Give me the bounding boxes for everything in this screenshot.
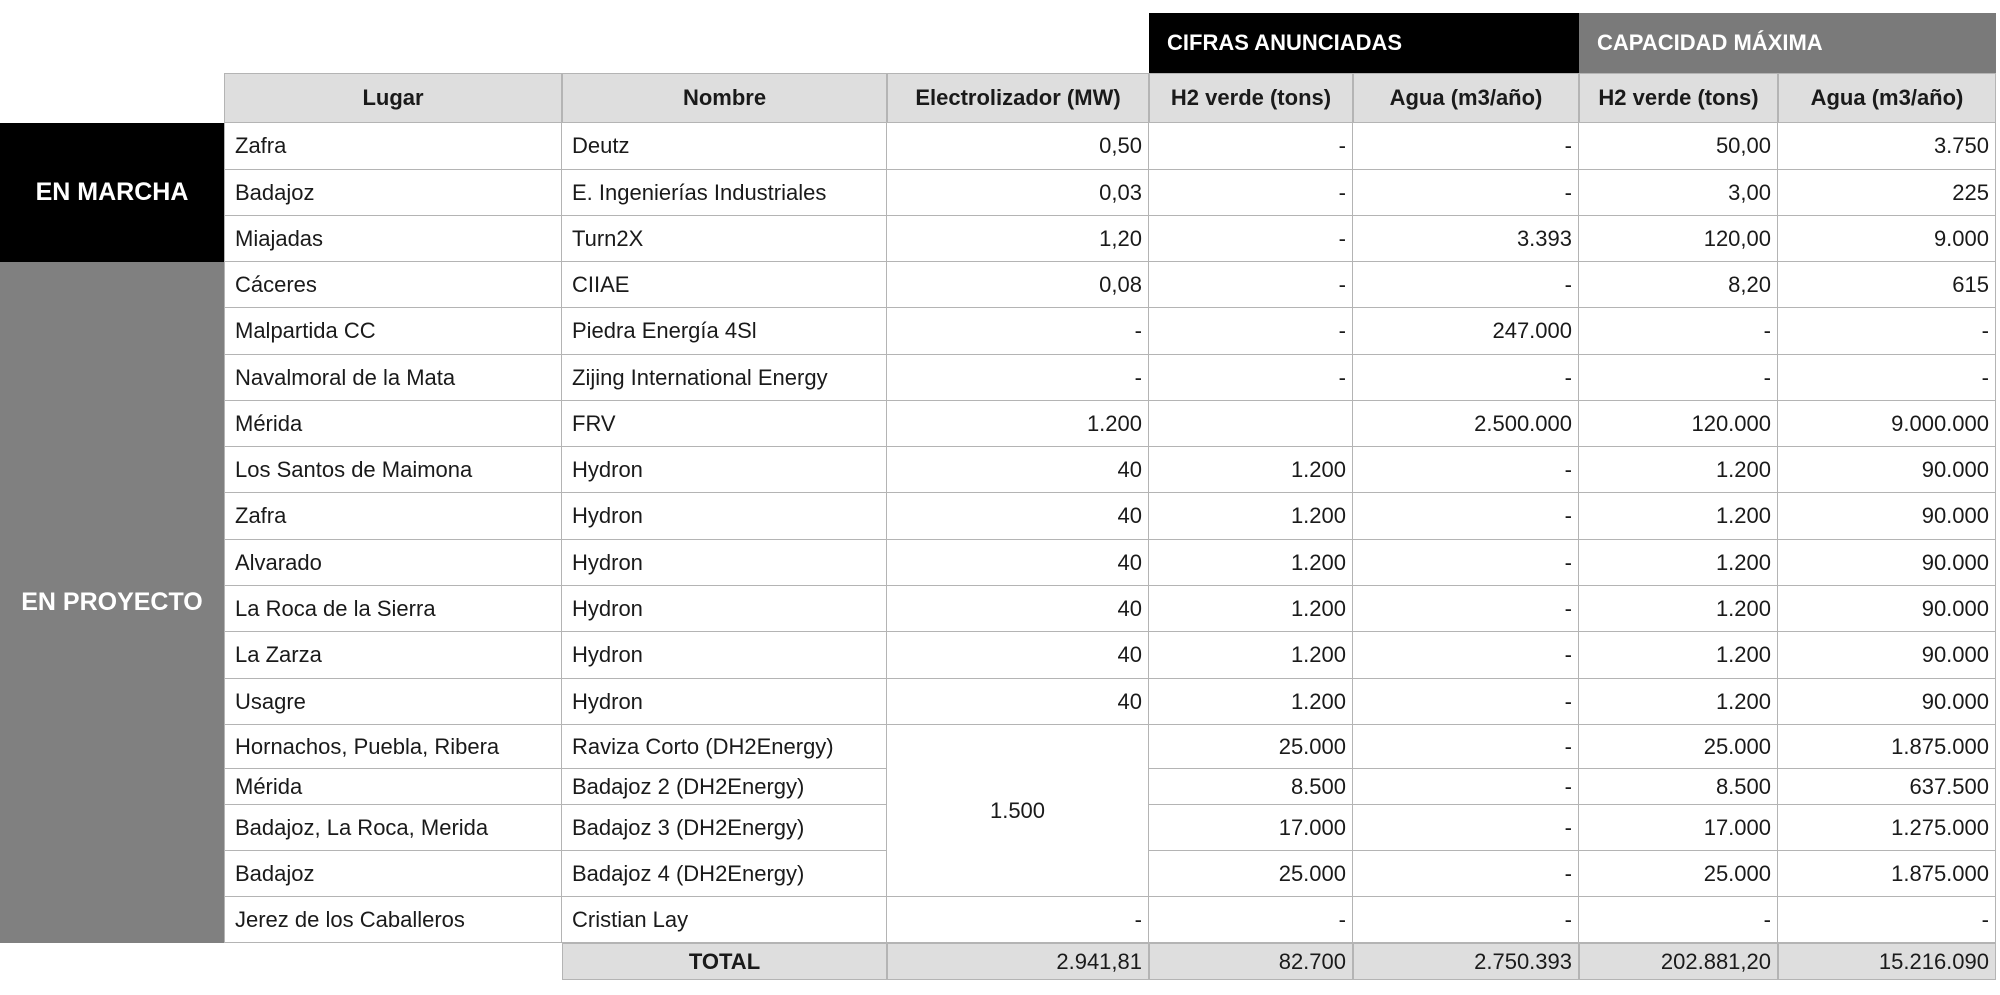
cell-nombre: Badajoz 2 (DH2Energy) xyxy=(562,769,887,805)
cell-lugar: Zafra xyxy=(224,123,562,170)
cell-h2-announced: - xyxy=(1149,262,1353,308)
cell-nombre: Raviza Corto (DH2Energy) xyxy=(562,725,887,769)
cell-agua-announced: - xyxy=(1353,632,1579,679)
cell-electrolizador: 0,08 xyxy=(887,262,1149,308)
cell-lugar: Cáceres xyxy=(224,262,562,308)
cell-lugar: Alvarado xyxy=(224,540,562,586)
cell-agua-max: - xyxy=(1778,355,1996,401)
cell-electrolizador: - xyxy=(887,897,1149,943)
cell-h2-max: 25.000 xyxy=(1579,851,1778,897)
cell-h2-announced xyxy=(1149,401,1353,447)
cell-lugar: Badajoz, La Roca, Merida xyxy=(224,805,562,851)
cell-nombre: Deutz xyxy=(562,123,887,170)
cell-h2-max: 50,00 xyxy=(1579,123,1778,170)
cell-agua-max: 1.875.000 xyxy=(1778,725,1996,769)
cell-lugar: Usagre xyxy=(224,679,562,725)
cell-lugar: Jerez de los Caballeros xyxy=(224,897,562,943)
cell-h2-announced: 8.500 xyxy=(1149,769,1353,805)
total-agua-max: 15.216.090 xyxy=(1778,943,1996,980)
cell-agua-announced: - xyxy=(1353,262,1579,308)
cell-electrolizador: 40 xyxy=(887,493,1149,540)
cell-h2-announced: - xyxy=(1149,216,1353,262)
cell-h2-announced: 25.000 xyxy=(1149,725,1353,769)
cell-agua-announced: - xyxy=(1353,123,1579,170)
cell-nombre: Badajoz 4 (DH2Energy) xyxy=(562,851,887,897)
cell-nombre: Hydron xyxy=(562,632,887,679)
section-label-running: EN MARCHA xyxy=(0,123,224,262)
cell-agua-announced: - xyxy=(1353,679,1579,725)
cell-agua-max: 90.000 xyxy=(1778,632,1996,679)
column-header-h2-announced: H2 verde (tons) xyxy=(1149,73,1353,123)
cell-nombre: Hydron xyxy=(562,679,887,725)
cell-lugar: Hornachos, Puebla, Ribera xyxy=(224,725,562,769)
cell-electrolizador: 40 xyxy=(887,586,1149,632)
cell-agua-max: 90.000 xyxy=(1778,493,1996,540)
cell-electrolizador: 1.200 xyxy=(887,401,1149,447)
cell-nombre: Hydron xyxy=(562,493,887,540)
cell-h2-announced: - xyxy=(1149,355,1353,401)
column-header-electrolizador: Electrolizador (MW) xyxy=(887,73,1149,123)
cell-electrolizador: - xyxy=(887,355,1149,401)
cell-h2-max: - xyxy=(1579,355,1778,401)
column-header-agua-announced: Agua (m3/año) xyxy=(1353,73,1579,123)
column-header-lugar: Lugar xyxy=(224,73,562,123)
cell-h2-max: 1.200 xyxy=(1579,632,1778,679)
cell-lugar: La Zarza xyxy=(224,632,562,679)
cell-nombre: Hydron xyxy=(562,540,887,586)
cell-lugar: Mérida xyxy=(224,401,562,447)
cell-h2-announced: 25.000 xyxy=(1149,851,1353,897)
cell-h2-max: 8,20 xyxy=(1579,262,1778,308)
cell-electrolizador: 1,20 xyxy=(887,216,1149,262)
total-electrolizador: 2.941,81 xyxy=(887,943,1149,980)
cell-nombre: Piedra Energía 4Sl xyxy=(562,308,887,355)
cell-electrolizador: 40 xyxy=(887,632,1149,679)
cell-h2-announced: 17.000 xyxy=(1149,805,1353,851)
total-h2-max: 202.881,20 xyxy=(1579,943,1778,980)
cell-agua-announced: - xyxy=(1353,540,1579,586)
cell-agua-max: - xyxy=(1778,897,1996,943)
cell-lugar: La Roca de la Sierra xyxy=(224,586,562,632)
cell-agua-max: 90.000 xyxy=(1778,679,1996,725)
cell-agua-announced: - xyxy=(1353,586,1579,632)
cell-lugar: Miajadas xyxy=(224,216,562,262)
cell-agua-max: 1.875.000 xyxy=(1778,851,1996,897)
cell-agua-max: 225 xyxy=(1778,170,1996,216)
cell-agua-announced: 3.393 xyxy=(1353,216,1579,262)
cell-h2-max: 3,00 xyxy=(1579,170,1778,216)
cell-lugar: Badajoz xyxy=(224,851,562,897)
section-label-project: EN PROYECTO xyxy=(0,262,224,943)
cell-nombre: FRV xyxy=(562,401,887,447)
cell-agua-announced: - xyxy=(1353,493,1579,540)
cell-agua-announced: - xyxy=(1353,769,1579,805)
cell-h2-announced: 1.200 xyxy=(1149,540,1353,586)
column-header-h2-max: H2 verde (tons) xyxy=(1579,73,1778,123)
cell-agua-max: 637.500 xyxy=(1778,769,1996,805)
cell-electrolizador: 0,03 xyxy=(887,170,1149,216)
column-header-agua-max: Agua (m3/año) xyxy=(1778,73,1996,123)
cell-agua-announced: - xyxy=(1353,447,1579,493)
cell-h2-max: 1.200 xyxy=(1579,679,1778,725)
cell-h2-announced: 1.200 xyxy=(1149,586,1353,632)
cell-agua-max: 1.275.000 xyxy=(1778,805,1996,851)
cell-lugar: Navalmoral de la Mata xyxy=(224,355,562,401)
cell-h2-announced: - xyxy=(1149,170,1353,216)
cell-nombre: Zijing International Energy xyxy=(562,355,887,401)
cell-agua-max: 9.000.000 xyxy=(1778,401,1996,447)
cell-agua-announced: - xyxy=(1353,851,1579,897)
cell-agua-announced: - xyxy=(1353,897,1579,943)
cell-nombre: CIIAE xyxy=(562,262,887,308)
cell-agua-max: 90.000 xyxy=(1778,447,1996,493)
cell-h2-announced: 1.200 xyxy=(1149,447,1353,493)
cell-nombre: Hydron xyxy=(562,586,887,632)
cell-nombre: Turn2X xyxy=(562,216,887,262)
cell-agua-max: 9.000 xyxy=(1778,216,1996,262)
cell-agua-announced: - xyxy=(1353,725,1579,769)
cell-h2-announced: 1.200 xyxy=(1149,632,1353,679)
cell-agua-announced: - xyxy=(1353,170,1579,216)
cell-nombre: Badajoz 3 (DH2Energy) xyxy=(562,805,887,851)
cell-h2-max: 25.000 xyxy=(1579,725,1778,769)
cell-h2-max: 1.200 xyxy=(1579,540,1778,586)
cell-nombre: E. Ingenierías Industriales xyxy=(562,170,887,216)
cell-h2-max: 120.000 xyxy=(1579,401,1778,447)
cell-h2-max: 120,00 xyxy=(1579,216,1778,262)
cell-agua-max: 615 xyxy=(1778,262,1996,308)
cell-h2-announced: 1.200 xyxy=(1149,493,1353,540)
group-header-announced: CIFRAS ANUNCIADAS xyxy=(1149,13,1579,73)
cell-agua-max: 90.000 xyxy=(1778,586,1996,632)
cell-h2-announced: - xyxy=(1149,308,1353,355)
cell-lugar: Mérida xyxy=(224,769,562,805)
total-label: TOTAL xyxy=(562,943,887,980)
cell-agua-announced: 247.000 xyxy=(1353,308,1579,355)
group-header-max-capacity: CAPACIDAD MÁXIMA xyxy=(1579,13,1996,73)
total-h2-announced: 82.700 xyxy=(1149,943,1353,980)
cell-agua-max: - xyxy=(1778,308,1996,355)
cell-lugar: Los Santos de Maimona xyxy=(224,447,562,493)
cell-h2-max: 1.200 xyxy=(1579,447,1778,493)
cell-h2-max: - xyxy=(1579,308,1778,355)
cell-agua-max: 90.000 xyxy=(1778,540,1996,586)
cell-h2-max: - xyxy=(1579,897,1778,943)
cell-agua-announced: - xyxy=(1353,355,1579,401)
cell-h2-announced: - xyxy=(1149,123,1353,170)
cell-agua-max: 3.750 xyxy=(1778,123,1996,170)
cell-h2-max: 8.500 xyxy=(1579,769,1778,805)
cell-h2-max: 17.000 xyxy=(1579,805,1778,851)
cell-agua-announced: - xyxy=(1353,805,1579,851)
cell-h2-max: 1.200 xyxy=(1579,586,1778,632)
cell-h2-max: 1.200 xyxy=(1579,493,1778,540)
cell-h2-announced: 1.200 xyxy=(1149,679,1353,725)
cell-electrolizador: 40 xyxy=(887,679,1149,725)
cell-electrolizador-merged: 1.500 xyxy=(887,725,1149,897)
cell-agua-announced: 2.500.000 xyxy=(1353,401,1579,447)
column-header-nombre: Nombre xyxy=(562,73,887,123)
cell-lugar: Malpartida CC xyxy=(224,308,562,355)
cell-nombre: Hydron xyxy=(562,447,887,493)
cell-nombre: Cristian Lay xyxy=(562,897,887,943)
cell-electrolizador: - xyxy=(887,308,1149,355)
cell-lugar: Zafra xyxy=(224,493,562,540)
cell-h2-announced: - xyxy=(1149,897,1353,943)
cell-electrolizador: 40 xyxy=(887,540,1149,586)
cell-lugar: Badajoz xyxy=(224,170,562,216)
cell-electrolizador: 0,50 xyxy=(887,123,1149,170)
total-agua-announced: 2.750.393 xyxy=(1353,943,1579,980)
cell-electrolizador: 40 xyxy=(887,447,1149,493)
